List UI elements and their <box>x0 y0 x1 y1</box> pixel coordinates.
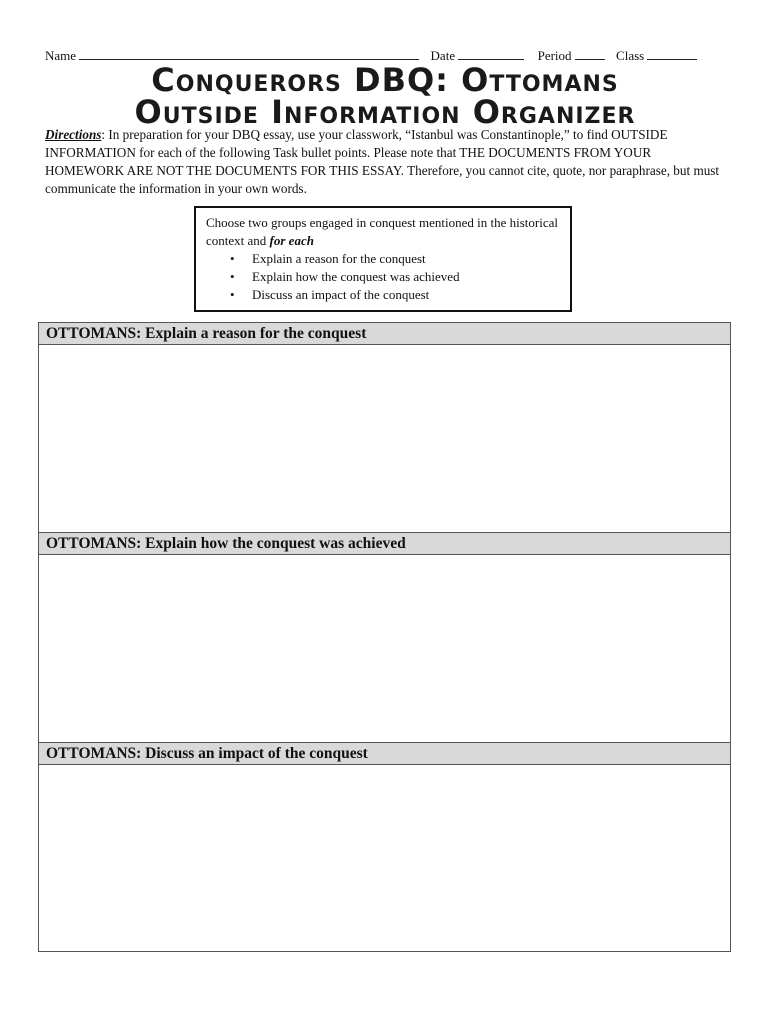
section-how-achieved <box>38 532 731 743</box>
task-bullet-list <box>206 250 570 304</box>
task-bullet <box>206 286 570 304</box>
task-emphasis: for each <box>269 233 314 248</box>
bullet-icon: • <box>230 269 235 284</box>
section-impact <box>38 742 731 952</box>
date-field[interactable] <box>458 47 524 60</box>
section-heading: OTTOMANS: Explain how the conquest was achieved <box>39 533 730 555</box>
section-reason <box>38 322 731 533</box>
page-subtitle: Outside Information Organizer <box>134 93 636 131</box>
task-box <box>194 206 572 312</box>
name-field[interactable] <box>79 47 419 60</box>
section-heading: OTTOMANS: Explain a reason for the conquest <box>39 323 730 345</box>
date-label: Date <box>430 48 456 63</box>
section-heading: OTTOMANS: Discuss an impact of the conquest <box>39 743 730 765</box>
answer-area[interactable] <box>39 345 730 532</box>
directions-text: : In preparation for your DBQ essay, use your classwork, “Istanbul was Constantinople,” to find OUTSIDE INFORMATION for each of the following Task bullet points. Please note that THE DOCUMENTS FROM YOUR HOMEWORK ARE NOT THE DOCUMENTS FOR THIS ESSAY. Therefore, you cannot cite, quote, nor paraphrase, but must communicate the information in your own words. <box>45 127 720 196</box>
task-bullet-text: Discuss an impact of the conquest <box>252 287 430 302</box>
answer-area[interactable] <box>39 555 730 742</box>
bullet-icon: • <box>230 251 235 266</box>
period-label: Period <box>537 48 572 63</box>
period-field[interactable] <box>575 47 605 60</box>
page-title: Conquerors DBQ: Ottomans <box>151 61 619 99</box>
task-intro <box>206 214 570 250</box>
name-label: Name <box>45 48 77 63</box>
directions-label: Directions <box>45 127 102 142</box>
task-intro-text: Choose two groups engaged in conquest mentioned in the historical context and <box>206 215 559 248</box>
class-label: Class <box>616 48 645 63</box>
bullet-icon: • <box>230 287 235 302</box>
task-bullet-text: Explain how the conquest was achieved <box>252 269 460 284</box>
task-bullet <box>206 268 570 286</box>
answer-area[interactable] <box>39 765 730 951</box>
directions-paragraph <box>45 126 725 198</box>
task-bullet-text: Explain a reason for the conquest <box>252 251 426 266</box>
task-bullet <box>206 250 570 268</box>
class-field[interactable] <box>647 47 697 60</box>
